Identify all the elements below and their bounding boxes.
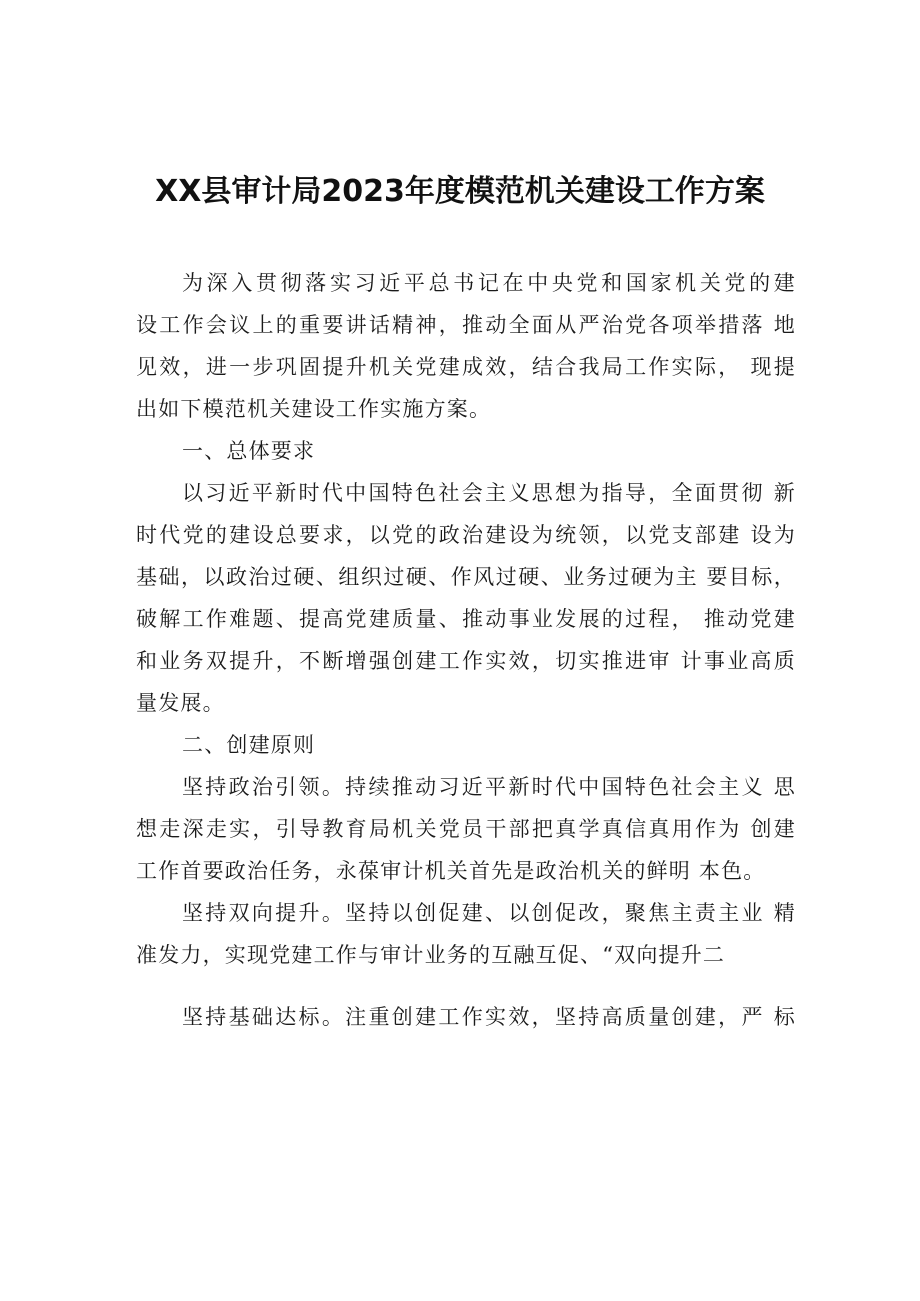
paragraph-line: 以习近平新时代中国特色社会主义思想为指导，全面贯彻 新	[182, 481, 796, 505]
document-body	[136, 262, 796, 1038]
section-heading: 一、总体要求	[182, 439, 316, 463]
paragraph-line: 出如下模范机关建设工作实施方案。	[136, 397, 492, 421]
paragraph-line: 坚持基础达标。注重创建工作实效，坚持高质量创建，严 标	[182, 1005, 796, 1029]
paragraph-line: 量发展。	[136, 691, 225, 715]
paragraph-line: 时代党的建设总要求，以党的政治建设为统领，以党支部建 设为	[136, 523, 796, 547]
paragraph-line: 为深入贯彻落实习近平总书记在中央党和国家机关党的建	[182, 271, 796, 295]
paragraph-line: 和业务双提升，不断增强创建工作实效，切实推进审 计事业高质	[136, 649, 796, 673]
paragraph-line: 设工作会议上的重要讲话精神，推动全面从严治党各项举措落 地	[136, 313, 796, 337]
paragraph-line: 见效，进一步巩固提升机关党建成效，结合我局工作实际， 现提	[136, 355, 796, 379]
paragraph-line: 坚持政治引领。持续推动习近平新时代中国特色社会主义 思	[182, 775, 796, 799]
paragraph-line: 准发力，实现党建工作与审计业务的互融互促、“双向提升二	[136, 943, 726, 967]
paragraph-line: 坚持双向提升。坚持以创促建、以创促改，聚焦主责主业 精	[182, 901, 796, 925]
paragraph-line: 工作首要政治任务，永葆审计机关首先是政治机关的鲜明 本色。	[136, 859, 766, 883]
paragraph-line: 破解工作难题、提高党建质量、推动事业发展的过程， 推动党建	[136, 607, 796, 631]
paragraph-line: 想走深走实，引导教育局机关党员干部把真学真信真用作为 创建	[136, 817, 796, 841]
paragraph-line: 基础，以政治过硬、组织过硬、作风过硬、业务过硬为主 要目标，	[136, 565, 796, 589]
section-heading: 二、创建原则	[182, 733, 316, 757]
paragraph-gap	[136, 976, 796, 996]
document-title: XX县审计局2023年度模范机关建设工作方案	[155, 174, 765, 209]
